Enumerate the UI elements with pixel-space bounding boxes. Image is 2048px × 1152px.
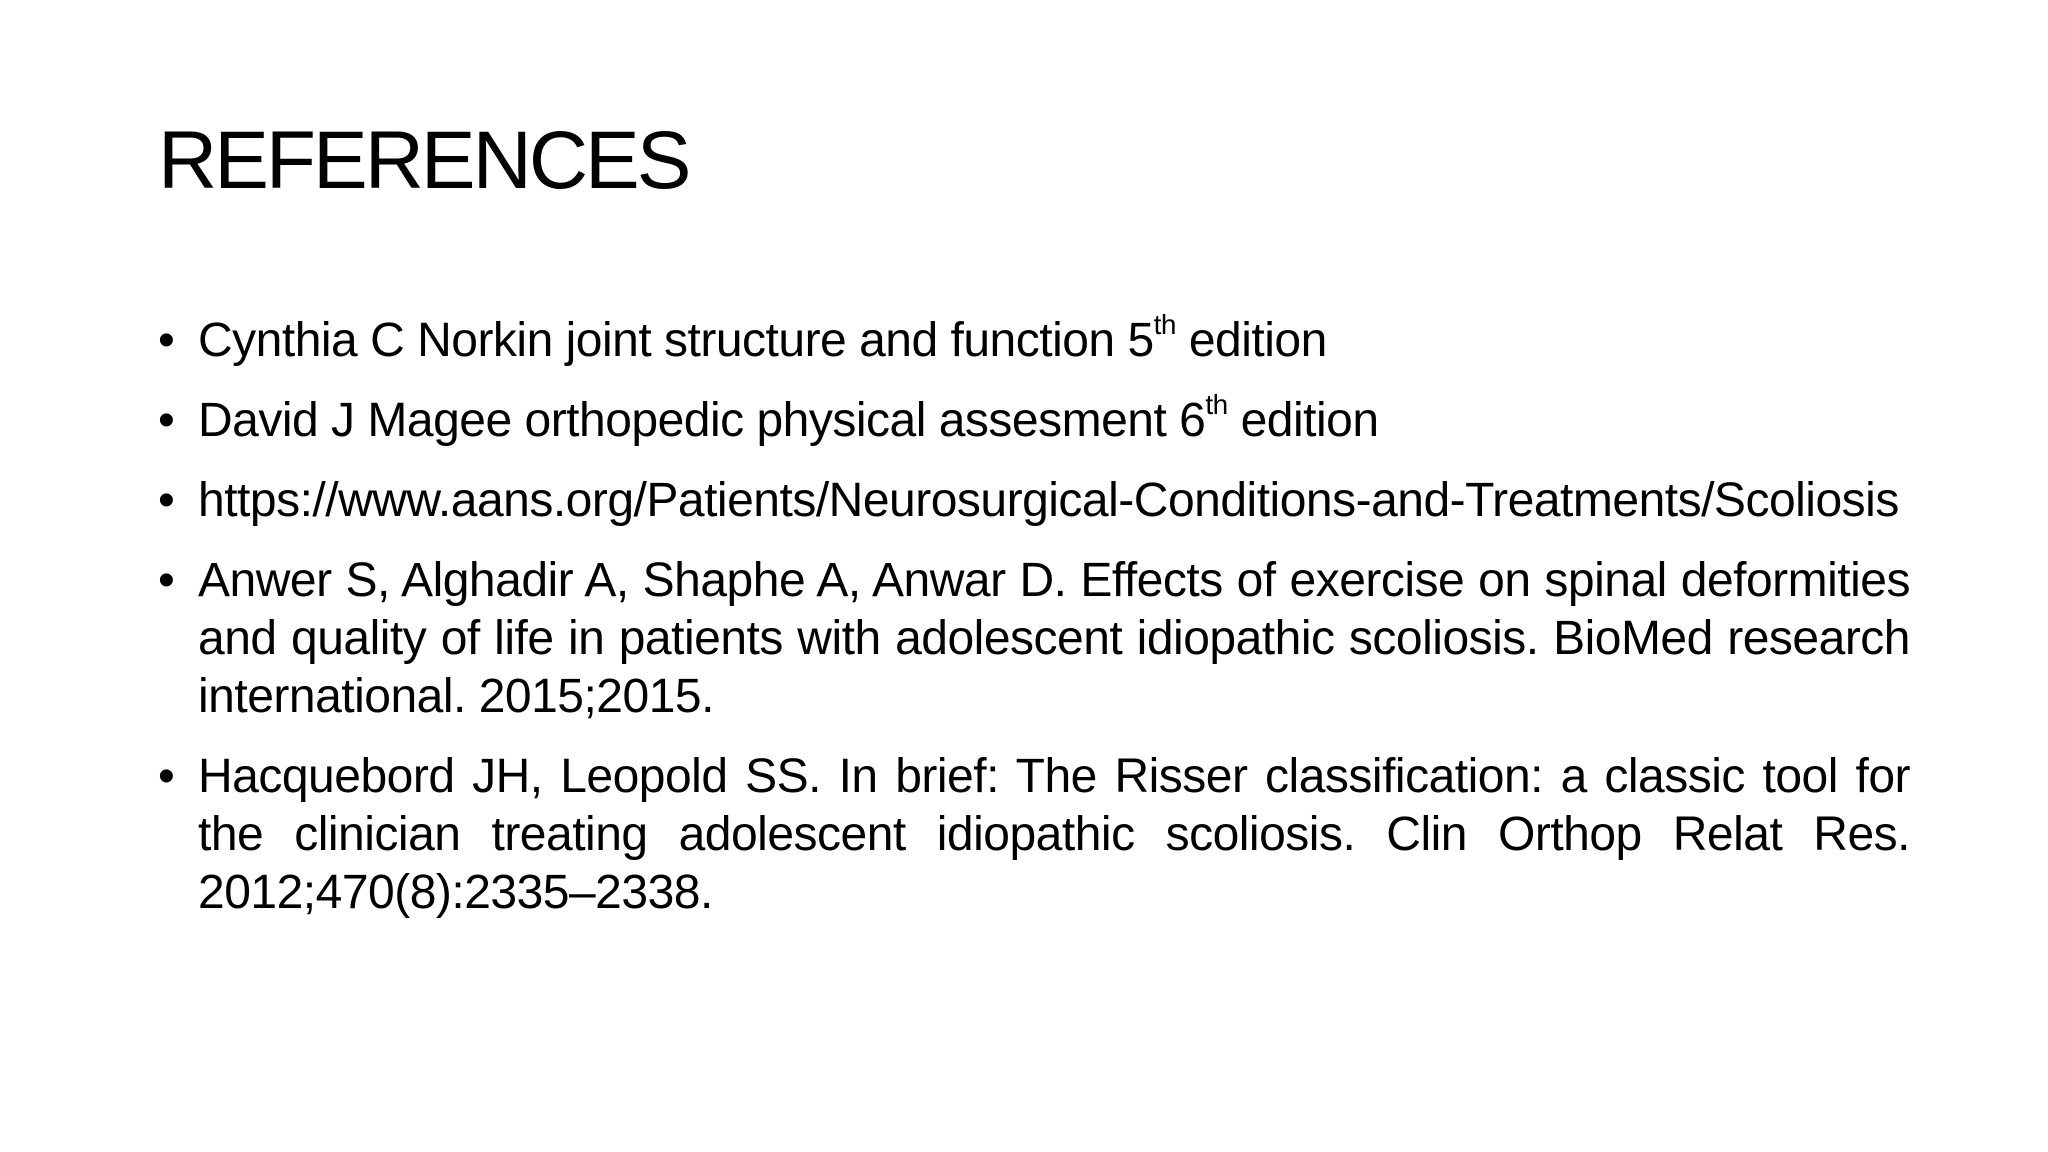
reference-text-suffix: edition bbox=[1176, 314, 1327, 367]
bullet-icon: • bbox=[158, 474, 175, 527]
bullet-icon: • bbox=[158, 394, 175, 447]
reference-item-aans-url bbox=[158, 472, 1910, 530]
reference-list bbox=[158, 309, 1910, 944]
reference-item-hacquebord bbox=[158, 748, 1910, 922]
superscript-ordinal: th bbox=[1205, 389, 1228, 420]
slide-title: REFERENCES bbox=[158, 115, 689, 206]
reference-text: Cynthia C Norkin joint structure and function 5 bbox=[198, 314, 1154, 367]
reference-item-anwer bbox=[158, 552, 1910, 726]
reference-url: https://www.aans.org/Patients/Neurosurgical-Conditions-and-Treatments/Scoliosis bbox=[198, 474, 1899, 527]
reference-text-suffix: edition bbox=[1227, 394, 1379, 447]
reference-text: Anwer S, Alghadir A, Shaphe A, Anwar D. Effects of exercise on spinal deformities and quality of life in patients with adolescent idiopathic scoliosis. BioMed research international. 2015;2015. bbox=[198, 554, 1910, 723]
reference-item-norkin bbox=[158, 309, 1910, 370]
reference-text: Hacquebord JH, Leopold SS. In brief: The Risser classification: a classic tool for the clinician treating adolescent idiopathic scoliosis. Clin Orthop Relat Res. 2012;470(8):2335–2338. bbox=[198, 750, 1910, 919]
superscript-ordinal: th bbox=[1153, 309, 1177, 340]
reference-item-magee bbox=[158, 389, 1910, 450]
bullet-icon: • bbox=[158, 750, 175, 803]
bullet-icon: • bbox=[158, 554, 175, 607]
bullet-icon: • bbox=[158, 314, 175, 367]
reference-text: David J Magee orthopedic physical assesment 6 bbox=[198, 394, 1206, 447]
